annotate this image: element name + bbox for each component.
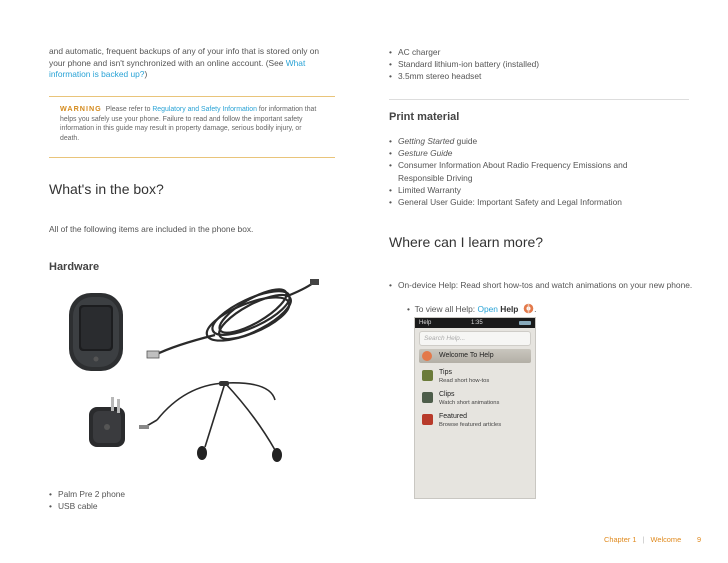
list-item: • Consumer Information About Radio Frequency Emissions and Responsible Driving — [389, 159, 639, 183]
palm-pre-phone-illustration — [69, 293, 123, 371]
page-footer — [604, 535, 681, 544]
status-time: 1:35 — [471, 320, 483, 326]
print-material-list — [389, 135, 689, 208]
status-app-name: Help — [419, 320, 432, 326]
hardware-list — [49, 488, 329, 512]
sub-item-text: To view all Help: — [414, 304, 478, 314]
phone-box-contents-image — [55, 275, 345, 480]
hardware-list-continued — [389, 46, 689, 83]
list-item: • Standard lithium-ion battery (installed) — [389, 58, 689, 70]
clips-icon — [422, 392, 433, 403]
sub-item-end: . — [534, 304, 537, 314]
help-app-name: Help — [500, 304, 519, 314]
list-item-italic: Gesture Guide — [398, 148, 453, 159]
usb-cable-illustration — [155, 282, 313, 355]
item-subtitle: Read short how-tos — [439, 378, 490, 384]
footer-separator: | — [642, 535, 645, 544]
item-title: Tips — [439, 369, 452, 376]
help-list-item-tips[interactable] — [419, 367, 531, 387]
featured-icon — [422, 414, 433, 425]
status-bar — [415, 318, 535, 328]
intro-paragraph — [49, 46, 335, 81]
section-title-learn-more: Where can I learn more? — [389, 234, 544, 250]
list-item: • On-device Help: Read short how-tos and watch animations on your new phone. — [389, 279, 719, 291]
list-item: • 3.5mm stereo headset — [389, 70, 689, 82]
list-item: • Palm Pre 2 phone — [49, 488, 329, 500]
intro-text: and automatic, frequent backups of any of your info that is stored only on your phone and isn't synchronized with an online account. (See — [49, 46, 320, 68]
list-item: • Limited Warranty — [389, 184, 689, 196]
list-item-text: guide — [454, 136, 478, 146]
page-number: 9 — [697, 535, 702, 544]
section-title-whats-in-box: What's in the box? — [49, 181, 164, 197]
footer-chapter: Chapter 1 — [604, 535, 637, 544]
section-intro: All of the following items are included in the phone box. — [49, 224, 254, 234]
list-item — [389, 147, 689, 159]
list-item: • General User Guide: Important Safety and Legal Information — [389, 196, 689, 208]
warning-label: WARNING — [60, 104, 102, 113]
welcome-label: Welcome To Help — [439, 352, 494, 359]
print-title-divider — [389, 99, 689, 100]
help-list-item-clips[interactable] — [419, 389, 531, 409]
footer-section: Welcome — [650, 535, 682, 544]
help-sub-item — [407, 303, 607, 316]
list-item — [389, 135, 689, 147]
help-search-input[interactable]: Search Help... — [419, 331, 531, 346]
item-subtitle: Watch short animations — [439, 400, 500, 406]
help-life-preserver-icon — [523, 303, 537, 314]
intro-text-end: ) — [144, 69, 148, 79]
ac-charger-illustration — [89, 397, 125, 447]
list-item: • USB cable — [49, 500, 329, 512]
list-item: • AC charger — [389, 46, 689, 58]
signal-battery-icon — [519, 321, 531, 325]
list-item-italic: Getting Started — [398, 136, 455, 146]
warning-box — [49, 96, 335, 158]
warning-paragraph — [60, 104, 322, 143]
tips-icon — [422, 370, 433, 381]
item-title: Clips — [439, 391, 455, 398]
backup-info-link[interactable]: What information is backed up? — [49, 57, 306, 79]
sub-bullet: • — [407, 304, 415, 314]
open-help-link[interactable]: Open — [477, 304, 498, 314]
hardware-title: Hardware — [49, 261, 100, 273]
learn-more-list — [389, 279, 719, 291]
stereo-headset-illustration — [145, 383, 275, 450]
print-material-title: Print material — [389, 111, 460, 123]
warning-text: Please refer to — [105, 106, 153, 113]
welcome-to-help-item[interactable] — [419, 349, 531, 363]
help-list-item-featured[interactable] — [419, 411, 531, 431]
warning-text-rest: for information that helps you safely use your phone. Failure to read and follow the important safety information in this guide may result in property damage, serious bodily injury, or death. — [60, 106, 317, 142]
regulatory-safety-link[interactable]: Regulatory and Safety Information — [152, 106, 257, 113]
item-title: Featured — [439, 413, 468, 420]
help-app-screenshot — [414, 317, 536, 499]
item-subtitle: Browse featured articles — [439, 422, 502, 428]
help-life-preserver-icon — [422, 351, 432, 361]
